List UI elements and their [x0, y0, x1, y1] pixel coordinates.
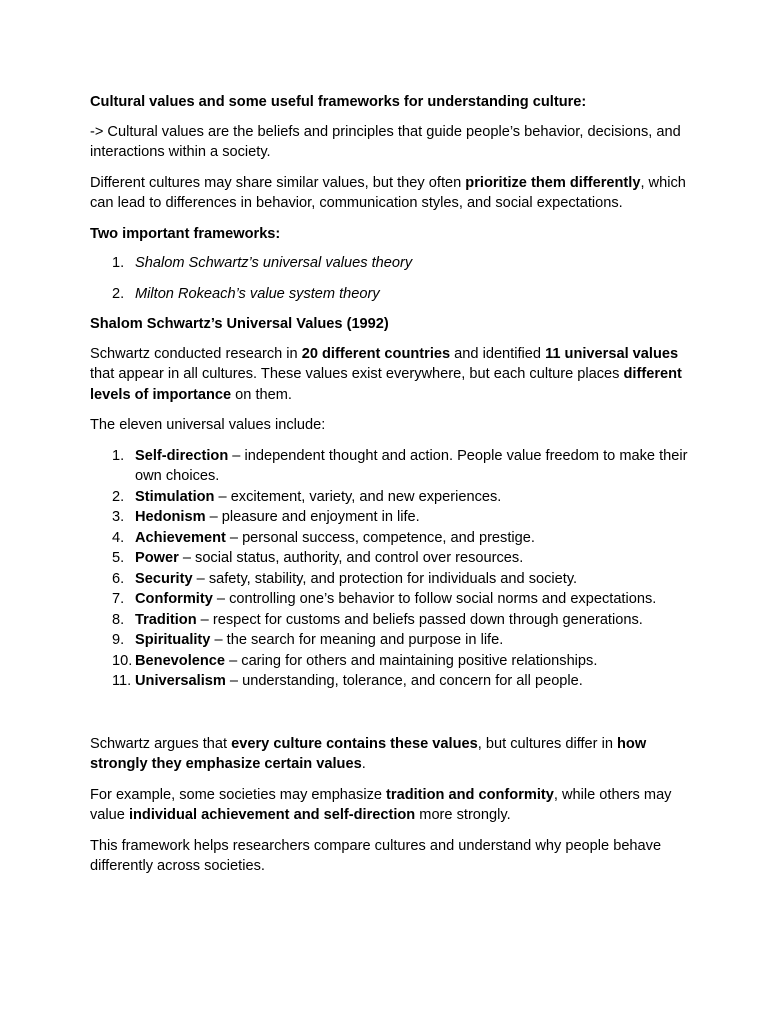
value-description: – excitement, variety, and new experiences.: [214, 488, 502, 505]
bold-run: 20 different countries: [301, 345, 451, 362]
document-heading: Cultural values and some useful frameworks for understanding culture:: [90, 94, 587, 110]
list-item: [90, 651, 690, 672]
list-number: 10.: [112, 652, 133, 669]
closing-paragraph: This framework helps researchers compare cultures and understand why people behave differently across societies.: [90, 837, 662, 874]
priority-text-1: Different cultures may share similar values, but they often: [90, 174, 466, 191]
list-item: [90, 507, 690, 528]
list-number: 2.: [112, 488, 125, 505]
value-name: Stimulation: [135, 488, 215, 505]
list-item: [90, 630, 690, 651]
priority-bold: prioritize them differently: [465, 174, 641, 191]
text-run: For example, some societies may emphasize: [90, 786, 387, 803]
value-name: Tradition: [135, 611, 197, 628]
definition-paragraph: -> Cultural values are the beliefs and principles that guide people’s behavior, decisions, and interactions within a society.: [90, 123, 681, 160]
value-description: – respect for customs and beliefs passed down through generations.: [196, 611, 643, 628]
list-number: 6.: [112, 570, 125, 587]
eleven-values-intro: The eleven universal values include:: [90, 417, 326, 433]
bold-run: individual achievement and self-direction: [128, 807, 416, 823]
value-description: – understanding, tolerance, and concern for all people.: [225, 673, 583, 689]
bold-run: 11 universal values: [545, 345, 679, 362]
text-run: Schwartz conducted research in: [90, 345, 302, 362]
value-description: – personal success, competence, and prestige.: [225, 529, 535, 546]
list-item: [90, 487, 690, 508]
framework-name: Shalom Schwartz’s universal values theory: [135, 255, 413, 271]
value-description: – controlling one’s behavior to follow social norms and expectations.: [212, 591, 657, 607]
blank-line: [90, 692, 690, 734]
frameworks-list: [90, 253, 690, 304]
research-paragraph: [90, 344, 690, 406]
priority-text-2: , which can lead to differences in behavior, communication styles, and social expectations.: [90, 174, 686, 211]
text-run: , but cultures differ in: [477, 735, 618, 752]
list-number: 2.: [112, 285, 125, 302]
value-name: Spirituality: [135, 632, 211, 648]
value-name: Hedonism: [135, 509, 206, 525]
text-run: that appear in all cultures. These values exist everywhere, but each culture places: [90, 366, 624, 382]
priority-paragraph: [90, 173, 690, 214]
value-description: – social status, authority, and control over resources.: [178, 550, 524, 566]
text-run: and identified: [450, 345, 546, 362]
list-item: [90, 671, 690, 692]
list-number: 3.: [112, 509, 125, 525]
value-name: Benevolence: [135, 652, 226, 669]
list-item: [90, 589, 690, 610]
text-run: , while others may value: [90, 786, 672, 823]
text-run: .: [361, 756, 366, 772]
bold-run: tradition and conformity: [386, 786, 554, 803]
document-page: [90, 92, 690, 887]
value-name: Conformity: [135, 591, 213, 607]
frameworks-heading: Two important frameworks:: [90, 225, 281, 242]
list-number: 7.: [112, 591, 125, 607]
value-name: Power: [135, 550, 179, 566]
list-number: 1.: [112, 447, 125, 464]
list-item: [90, 253, 690, 274]
list-number: 8.: [112, 611, 125, 628]
value-description: – caring for others and maintaining positive relationships.: [225, 652, 598, 669]
value-name: Self-direction: [135, 447, 229, 464]
list-item: [90, 569, 690, 590]
argues-paragraph: [90, 734, 690, 775]
list-number: 9.: [112, 632, 125, 648]
text-run: more strongly.: [415, 807, 511, 823]
bold-run: different levels of importance: [90, 366, 682, 403]
schwartz-heading: Shalom Schwartz’s Universal Values (1992): [90, 316, 389, 332]
bold-run: how strongly they emphasize certain values: [90, 735, 647, 772]
value-name: Universalism: [135, 673, 226, 689]
list-item: [90, 548, 690, 569]
value-description: – safety, stability, and protection for individuals and society.: [192, 570, 578, 587]
list-number: 1.: [112, 255, 125, 271]
list-item: [90, 610, 690, 631]
value-description: – the search for meaning and purpose in life.: [210, 632, 504, 648]
list-number: 4.: [112, 529, 125, 546]
list-number: 11.: [112, 673, 132, 689]
text-run: on them.: [231, 386, 292, 403]
example-paragraph: [90, 785, 690, 826]
value-name: Security: [135, 570, 193, 587]
value-name: Achievement: [135, 529, 226, 546]
bold-run: every culture contains these values: [231, 735, 478, 752]
list-number: 5.: [112, 550, 125, 566]
values-list: [90, 446, 690, 692]
value-description: – independent thought and action. People value freedom to make their own choices.: [135, 447, 688, 484]
list-item: [90, 446, 690, 487]
value-description: – pleasure and enjoyment in life.: [205, 509, 420, 525]
text-run: Schwartz argues that: [90, 735, 232, 752]
framework-name: Milton Rokeach’s value system theory: [135, 285, 380, 302]
list-item: [90, 528, 690, 549]
list-item: [90, 284, 690, 305]
